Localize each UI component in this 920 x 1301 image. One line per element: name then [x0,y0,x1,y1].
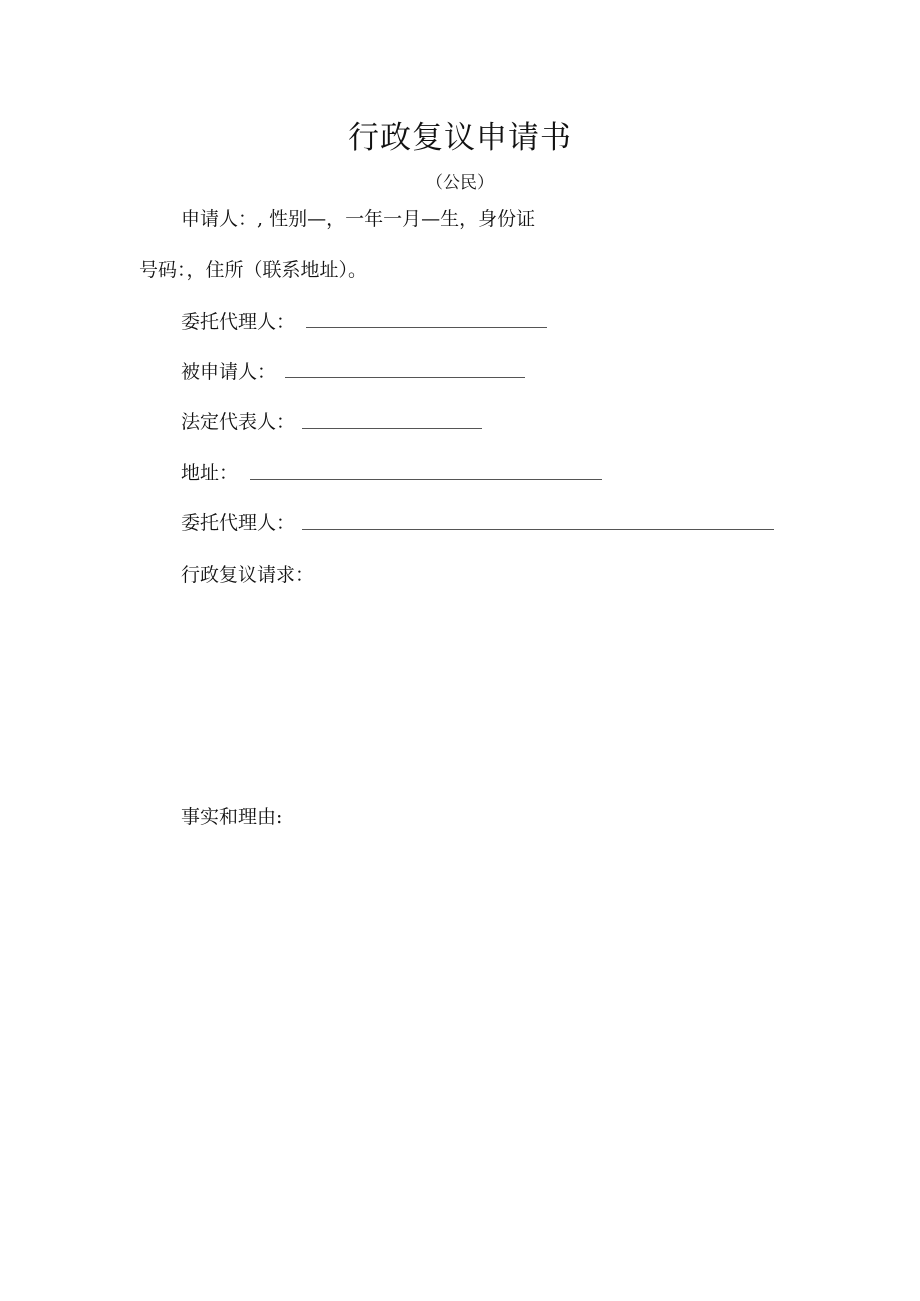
applicant-line-1: 申请人：, 性别—，一年一月—生，身份证 [181,208,536,230]
applicant-line-2: 号码：，住所（联系地址）。 [139,259,368,281]
agent-blank-line[interactable] [306,327,547,328]
agent-label: 委托代理人： [181,311,296,333]
legal-rep-blank-line[interactable] [302,428,482,429]
respondent-blank-line[interactable] [285,377,525,378]
document-subtitle: （公民） [426,173,494,193]
agent2-label: 委托代理人： [181,512,296,534]
document-title: 行政复议申请书 [348,120,572,156]
address-label: 地址： [181,462,239,484]
legal-rep-label: 法定代表人： [181,411,296,433]
request-label: 行政复议请求： [181,564,315,586]
facts-label: 事实和理由: [181,806,283,828]
respondent-label: 被申请人： [181,361,277,383]
agent2-blank-line[interactable] [302,529,774,530]
address-blank-line[interactable] [250,479,602,480]
